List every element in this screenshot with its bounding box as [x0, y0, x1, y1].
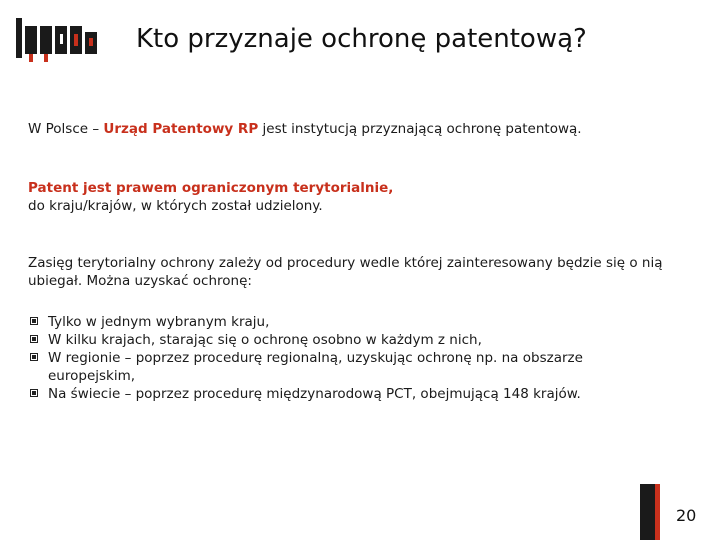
institution-prefix: W Polsce – — [28, 121, 104, 137]
list-item — [28, 313, 648, 331]
protection-options-list — [28, 313, 648, 403]
footer-decor-accent — [655, 484, 660, 540]
territorial-line2: do kraju/krajów, w których został udzielony. — [28, 198, 323, 214]
territorial-highlight: Patent jest prawem ograniczonym terytorialnie, — [28, 180, 394, 196]
list-item — [28, 349, 648, 385]
institution-name: Urząd Patentowy RP — [103, 121, 259, 137]
square-bullet-icon — [30, 389, 38, 397]
square-bullet-icon — [30, 317, 38, 325]
list-item-text: W kilku krajach, starając się o ochronę osobno w każdym z nich, — [48, 332, 482, 348]
list-item — [28, 385, 648, 403]
page-number: 20 — [676, 506, 697, 525]
paragraph-territorial — [28, 179, 393, 215]
logo-icon — [16, 18, 100, 68]
square-bullet-icon — [30, 335, 38, 343]
square-bullet-icon — [30, 353, 38, 361]
list-item-text: W regionie – poprzez procedurę regionalną, uzyskując ochronę np. na obszarze europejskim, — [48, 350, 583, 384]
list-item — [28, 331, 648, 349]
paragraph-scope: Zasięg terytorialny ochrony zależy od procedury wedle której zainteresowany będzie się o nią ubiegał. Można uzyskać ochronę: — [28, 255, 663, 289]
list-item-text: Tylko w jednym wybranym kraju, — [48, 314, 270, 330]
paragraph-institution — [28, 120, 582, 138]
institution-suffix: jest instytucją przyznającą ochronę patentową. — [258, 121, 582, 137]
page-title: Kto przyznaje ochronę patentową? — [136, 24, 587, 54]
list-item-text: Na świecie – poprzez procedurę międzynarodową PCT, obejmującą 148 krajów. — [48, 386, 581, 402]
